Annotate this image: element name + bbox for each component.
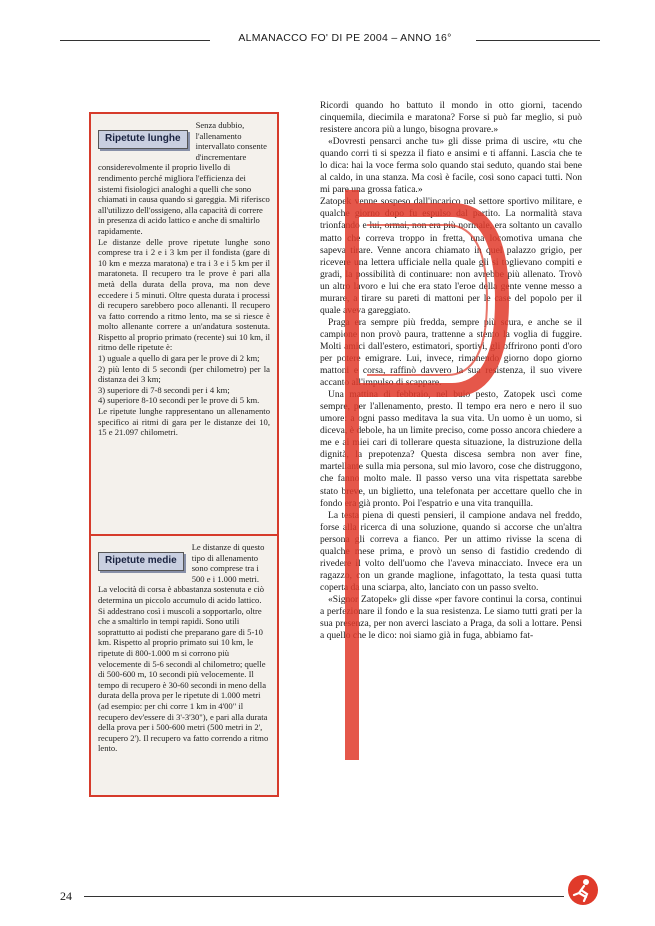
page-number: 24 <box>60 889 72 903</box>
box-intro-text: Le distanze di questo tipo di allenamento sono comprese tra i 500 e i 1.000 metri. La velocità di corsa è abbastanza sostenuta e ciò determina un piccolo accumulo di acido lattico. Si addestrano così i muscoli a sopportarlo, oltre che a smaltirlo in tempi rapidi. Sono utili soprattutto ai podisti che preparano gare di 5-10 km. Rispetto al proprio primato sui 10 km, le ripetute di 800-1.000 m si corrono più velocemente di 5-6 secondi al chilometro; quelle di 500-600 m, 10 secondi più velocemente. Il tempo di recupero è 30-60 secondi in meno della durata della prova per le ripetute di 1.000 metri (ad esempio: per chi corre 1 km in 4'00" il recupero dev'essere di 3'-3'30"), e pari alla durata della prova per i 500-600 metri (500 metri in 2', recupero 2'). Il recupero va fatto correndo a ritmo lento. <box>98 542 269 754</box>
header-title: ALMANACCO FO' DI PE 2004 – ANNO 16° <box>238 32 452 44</box>
page-footer <box>60 885 600 909</box>
sidebar-box-ripetute-lunghe <box>89 112 279 584</box>
article-paragraph: Una mattina di febbraio, nel buio pesto, Zatopek uscì come sempre, per l'allenamento, presto. Il tempo era nero e nero il suo umore: a ogni passo meditava la sua vita. Un uomo è un uomo, si diceva, è debole, ha un limite preciso, come posso ancora chiedere a me e ai miei cari di tollerare questa situazione, la distruzione della dignità, la prepotenza? Questa discesa sembra non aver fine, martellante sulla mia persona, sul mio lavoro, cose che distruggono, che fanno molto male. Il passo verso una vita rispettata sarebbe stato breve, un biglietto, una telefonata per accettare quello che in fondo era già pronto. Poi l'espatrio e una vita tranquilla. <box>320 389 582 509</box>
article-column <box>320 100 582 642</box>
footer-rule <box>84 896 564 897</box>
header-rule-left <box>60 40 210 41</box>
list-item: 2) più lento di 5 secondi (per chilometro) per la distanza dei 3 km; <box>98 363 270 385</box>
article-paragraph: «Dovresti pensarci anche tu» gli disse prima di uscire, «tu che quando corri ti si spezza il fiato e ansimi e ti affanni. Lascia che te lo dica: hai la voce ferma solo quando stai seduto, quando stai bene al caldo, in una stanza. Ma così è facile, così sono capaci tutti. Non mi pare una grossa fatica.» <box>320 136 582 196</box>
article-paragraph: Zatopek venne sospeso dall'incarico nel settore sportivo militare, e qualche giorno dopo fu espulso dal partito. La normalità stava trionfando e lui, ormai, non era più normale, era soltanto un cavallo matto che correva troppo in fretta, una locomotiva umana che sapeva tirare. Venne ancora chiamato in quel palazzo grigio, per ricevere una lettera ufficiale nella quale gli si toglievano compiti e gradi, la possibilità di continuare: non avrebbe più allenato. Trovò un altro lavoro e lui che era stato l'eroe della gente venne messo a murare, a tirare su pareti di mattoni per le case del popolo per il quale aveva gareggiato. <box>320 196 582 316</box>
list-item: 1) uguale a quello di gara per le prove di 2 km; <box>98 353 260 364</box>
list-item: 4) superiore 8-10 secondi per le prove di 5 km. <box>98 395 260 406</box>
article-paragraph: La testa piena di questi pensieri, il campione andava nel freddo, forse alla ricerca di una soluzione, quando si accorse che un'altra persona gli correva a fianco. Per un attimo rivisse la scena di qualche mese prima, e provò un senso di fastidio credendo di rivedere il volto dell'uomo che l'aveva minacciato. Invece era un ragazzo, con un grande maglione, infagottato, la testa quasi tutta coperta da una sciarpa, alto, lanciato con un passo svelto. <box>320 509 582 593</box>
box-label: Ripetute medie <box>98 552 184 571</box>
running-header <box>60 29 600 51</box>
header-rule-right <box>476 40 600 41</box>
article-paragraph: «Signor Zatopek» gli disse «per favore continui la corsa, continui a perfezionare il fondo e la sua resistenza. Le siamo tutti grati per la sua presenza, per non averci lasciato a Praga, da soli a lottare. Pensi a quello che le dico: noi siamo già in fuga, abbiamo fat- <box>320 593 582 642</box>
box-paragraph: Le ripetute lunghe rappresentano un allenamento specifico ai ritmi di gara per le distanze dei 10, 15 e 21.097 chilometri. <box>98 406 270 438</box>
list-item: 3) superiore di 7-8 secondi per i 4 km; <box>98 384 230 395</box>
box-paragraph: Le distanze delle prove ripetute lunghe sono comprese tra i 2 e i 3 km per il fondista (gare di 10 km e mezza maratona) e tra i 3 e i 5 km per il maratoneta. Il recupero tra le prove è pari alla metà della durata della prova, ma non deve eccedere i 5 minuti. Oltre questa durata i processi di recupero sarebbero poco allenanti. Il recupero va fatto correndo a ritmo lento, ma se si riesce è molto allenante correre a un'andatura sostenuta. Rispetto al proprio primato (recente) sui 10 km, il ritmo delle ripetute è: <box>98 236 270 353</box>
article-paragraph: Ricordi quando ho battuto il mondo in otto giorni, tacendo cinquemila, diecimila e maratona? Forse si può far meglio, si può resistere ancora più a lungo, bisogna provare.» <box>320 100 582 136</box>
runner-logo-icon <box>566 873 600 907</box>
sidebar-box-ripetute-medie <box>89 534 279 797</box>
box-intro-text: Senza dubbio, l'allenamento intervallato consente d'incrementare considerevolmente il proprio livello di rendimento perché migliora l'efficienza dei sistemi fisiologici analoghi a quelli che sono chiamati in causa quando si gareggia. Mi riferisco all'utilizzo dell'ossigeno, alla capacità di correre in presenza di acido lattico e anche di smaltirlo rapidamente. <box>98 120 270 236</box>
box-label: Ripetute lunghe <box>98 130 188 149</box>
article-paragraph: Praga era sempre più fredda, sempre più scura, e anche se il campione non provò paura, trattenne a stento la voglia di fuggire. Molti amici dall'estero, estimatori, sportivi, gli offrirono ponti d'oro per potere emigrare. Lui, invece, rimanendo giorno dopo giorno mattoni e corsa, raffinò davvero la sua resistenza, il suo vivere accanto all'impulso di scappare. <box>320 316 582 389</box>
